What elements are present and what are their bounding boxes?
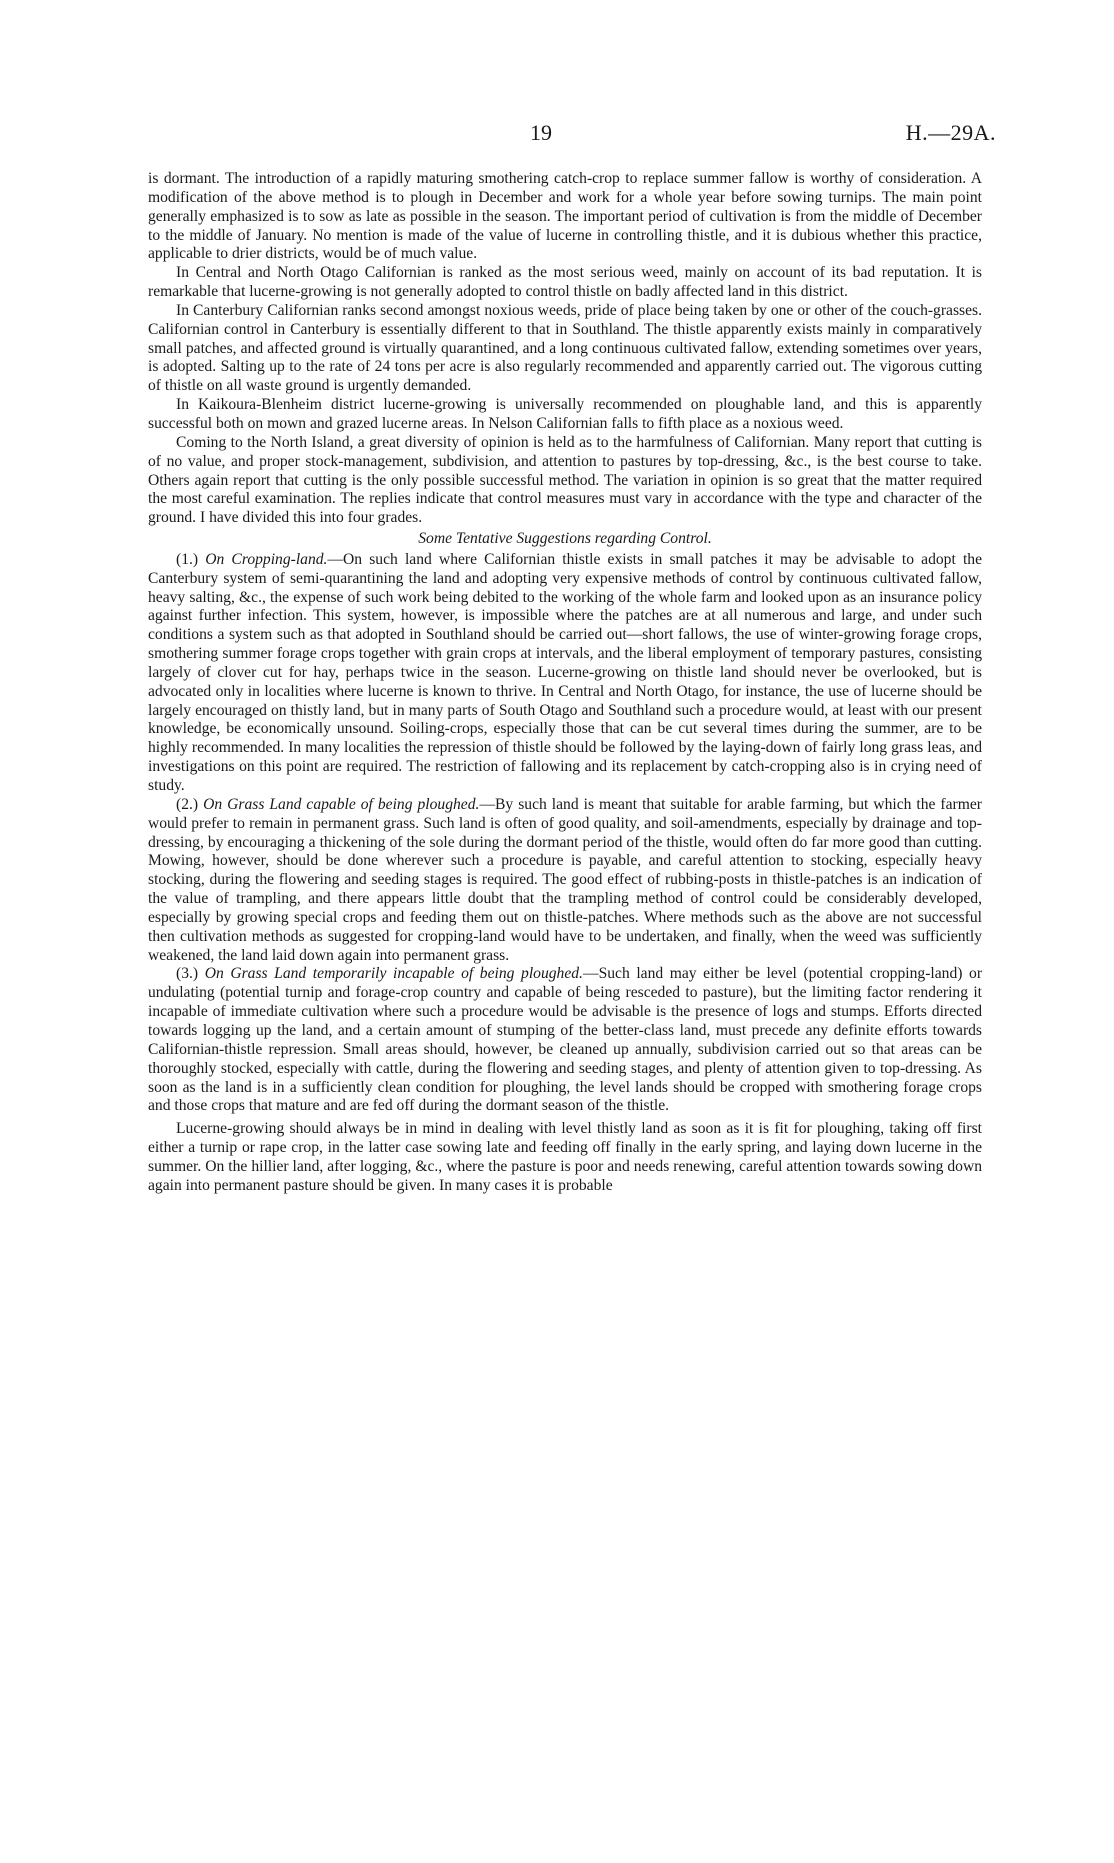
- page-number: 19: [530, 120, 552, 145]
- grade-text: —On such land where Californian thistle exists in small patches it may be advisable to adopt the Canterbury system of semi-quarantining the land and adopting very expensive methods of control by continuous cultivated fallow, heavy salting, &c., the expense of such work being debited to the working of the whole farm and looked upon as an insurance policy against further infection. This system, however, is impossible where the patches are at all numerous and large, and under such conditions a system such as that adopted in Southland should be carried out—short fallows, the use of winter-growing forage crops, smothering summer forage crops together with grain crops at intervals, and the liberal employment of temporary pastures, consisting largely of clover cut for hay, perhaps twice in the season. Lucerne-growing on thistle land should never be overlooked, but is advocated only in localities where lucerne is known to thrive. In Central and North Otago, for instance, the use of lucerne should be largely encouraged on thistly land, but in many parts of South Otago and Southland such a procedure would, at least with our present knowledge, be economically unsound. Soiling-crops, especially those that can be cut several times during the summer, are to be highly recommended. In many localities the repression of thistle should be followed by the laying-down of fairly long grass leas, and investigations on this point are required. The restriction of fallowing and its replacement by catch-cropping also is in crying need of study.: [148, 550, 982, 794]
- grade-title: On Grass Land temporarily incapable of being ploughed.: [204, 965, 583, 983]
- grade-paragraph-1: [148, 551, 982, 796]
- grade-paragraph-2: [148, 796, 982, 966]
- final-paragraph: Lucerne-growing should always be in mind in dealing with level thistly land as soon as it is fit for ploughing, taking off first either a turnip or rape crop, in the latter case sowing late and feeding off finally in the early spring, and laying down lucerne in the summer. On the hillier land, after logging, &c., where the pasture is poor and needs renewing, careful attention towards sowing down again into permanent pasture should be given. In many cases it is probable: [148, 1120, 982, 1194]
- grade-text: —Such land may either be level (potential cropping-land) or undulating (potential turnip and forage-crop country and capable of being resceded to pasture), but the limiting factor rendering it incapable of immediate cultivation where such a procedure would be advisable is the presence of logs and stumps. Efforts directed towards logging up the land, and a certain amount of stumping of the better-class land, must precede any definite efforts towards Californian-thistle repression. Small areas should, however, be cleaned up annually, subdivision carried out so that areas can be thoroughly stocked, especially with cattle, during the flowering and seeding stages, and plenty of attention given to top-dressing. As soon as the land is in a sufficiently clean condition for ploughing, the level lands should be cropped with smothering forage crops and those crops that mature and are fed off during the dormant season of the thistle.: [148, 965, 983, 1115]
- grade-title: On Cropping-land.: [205, 550, 328, 568]
- report-code: H.—29A.: [905, 120, 996, 145]
- grade-title: On Grass Land capable of being ploughed.: [203, 795, 480, 813]
- grade-paragraph-3: [148, 965, 982, 1116]
- paragraph: In Kaikoura-Blenheim district lucerne-growing is universally recommended on ploughable land, and this is apparently successful both on mown and grazed lucerne areas. In Nelson Californian falls to fifth place as a noxious weed.: [148, 396, 982, 432]
- grade-number: (3.): [176, 965, 199, 983]
- paragraph: Coming to the North Island, a great diversity of opinion is held as to the harmfulness of Californian. Many report that cutting is of no value, and proper stock-management, subdivision, and attention to pastures by top-dressing, &c., is the best course to take. Others again report that cutting is the only possible successful method. The variation in opinion is so great that the matter required the most careful examination. The replies indicate that control measures must vary in accordance with the type and character of the ground. I have divided this into four grades.: [148, 433, 982, 527]
- grade-number: (1.): [176, 550, 199, 568]
- body-text: [148, 170, 982, 1196]
- grade-number: (2.): [176, 795, 199, 813]
- section-heading: Some Tentative Suggestions regarding Control.: [418, 530, 712, 548]
- paragraph: is dormant. The introduction of a rapidly maturing smothering catch-crop to replace summer fallow is worthy of consideration. A modification of the above method is to plough in December and work for a whole year before sowing turnips. The main point generally emphasized is to sow as late as possible in the season. The important period of cultivation is from the middle of December to the middle of January. No mention is made of the value of lucerne in controlling thistle, and it is dubious whether this practice, applicable to drier districts, would be of much value.: [148, 170, 982, 263]
- paragraph: In Canterbury Californian ranks second amongst noxious weeds, pride of place being taken by one or other of the couch-grasses. Californian control in Canterbury is essentially different to that in Southland. The thistle apparently exists mainly in comparatively small patches, and affected ground is virtually quarantined, and a long continuous cultivated fallow, extending sometimes over years, is adopted. Salting up to the rate of 24 tons per acre is also regularly recommended and apparently carried out. The vigorous cutting of thistle on all waste ground is urgently demanded.: [148, 301, 982, 395]
- grade-text: —By such land is meant that suitable for arable farming, but which the farmer would prefer to remain in permanent grass. Such land is often of good quality, and soil-amendments, especially by drainage and top-dressing, by encouraging a thickening of the sole during the dormant period of the thistle, would often do far more good than cutting. Mowing, however, should be done wherever such a procedure is payable, and careful attention to stocking, especially heavy stocking, during the flowering and seeding stages is required. The good effect of rubbing-posts in thistle-patches is an indication of the value of trampling, and there appears little doubt that the trampling method of control could be considerably developed, especially by growing special crops and feeding them out on thistle-patches. Where methods such as the above are not successful then cultivation methods as suggested for cropping-land would have to be undertaken, and finally, when the weed was sufficiently weakened, the land laid down again into permanent grass.: [148, 795, 982, 964]
- page-header: [0, 120, 1114, 150]
- paragraph: In Central and North Otago Californian is ranked as the most serious weed, mainly on account of its bad reputation. It is remarkable that lucerne-growing is not generally adopted to control thistle on badly affected land in this district.: [148, 264, 982, 301]
